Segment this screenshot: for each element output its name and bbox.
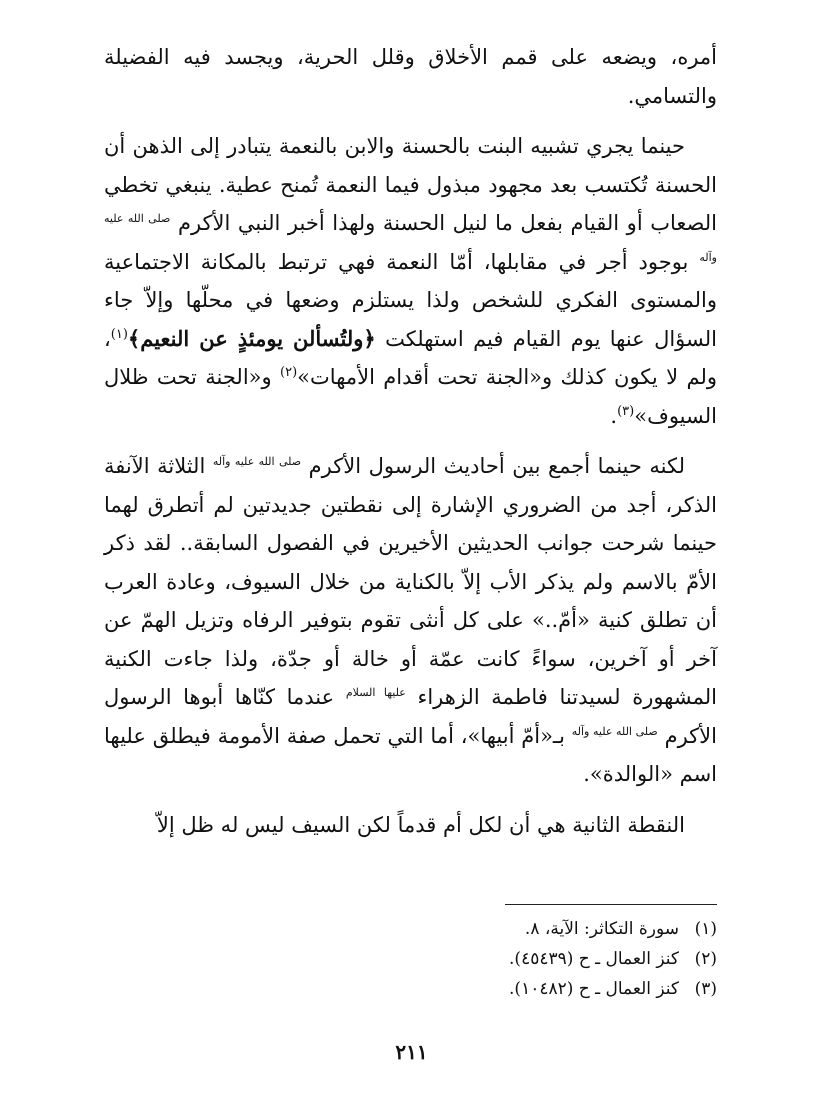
paragraph-2: [104, 127, 717, 435]
footnote-number: (٢): [694, 949, 717, 969]
honorific-glyph: صلى الله عليه وآله: [212, 455, 302, 468]
footnote-text: كنز العمال ـ ح (١٠٤٨٢).: [509, 979, 679, 999]
paragraph-2-text-a: حينما يجري تشبيه البنت بالحسنة والابن بالنعمة يتبادر إلى الذهن أن الحسنة تُكتسب بعد مجهود مبذول فيما النعمة تُمنح عطية. ينبغي تخطي الصعاب أو القيام بفعل ما لنيل الحسنة ولهذا أخبر النبي الأكرم: [104, 134, 717, 235]
honorific-glyph: صلى الله عليه وآله: [104, 212, 717, 264]
paragraph-3-text-d: بـ«أمّ أبيها»، أما التي تحمل صفة الأمومة فيطلق عليها اسم «الوالدة».: [104, 723, 717, 786]
footnote-ref-2: (٢): [280, 365, 298, 380]
quran-verse: ﴿ولتُسألن يومئذٍ عن النعيم﴾: [127, 325, 376, 351]
honorific-glyph: صلى الله عليه وآله: [571, 724, 658, 738]
paragraph-3-text-c: عندما كنّاها أبوها الرسول الأكرم: [104, 685, 717, 748]
main-text: [104, 38, 717, 844]
paragraph-1-text: أمره، ويضعه على قمم الأخلاق وقلل الحرية، ويجسد فيه الفضيلة والتسامي.: [104, 45, 717, 108]
paragraph-3-text-b: الثلاثة الآنفة الذكر، أجد من الضروري الإشارة إلى نقطتين جديدتين لم أتطرق لهما حينما شرحت جوانب الحديثين الأخيرين في الفصول السابقة.. لقد ذكر الأمّ بالاسم ولم يذكر الأب إلاّ بالكناية من خلال السيوف، وعادة العرب أن تطلق كنية «أمّ..» على كل أنثى تقوم بتوفير الرفاه وتزيل الهمّ عن آخر أو آخرين، سواءً كانت عمّة أو خالة أو جدّة، ولذا جاءت الكنية المشهورة لسيدتنا فاطمة الزهراء: [104, 454, 718, 709]
paragraph-3-text-a: لكنه حينما أجمع بين أحاديث الرسول الأكرم: [308, 454, 685, 478]
footnote-item: [297, 944, 717, 974]
footnote-ref-3: (٣): [617, 403, 635, 419]
footnote-divider: [505, 904, 717, 905]
page-number: ٢١١: [395, 1040, 428, 1064]
footnote-item: [297, 914, 717, 944]
paragraph-2-text-d: و«الجنة تحت ظلال السيوف»: [104, 365, 717, 428]
paragraph-3: [104, 447, 717, 794]
footnote-number: (١): [694, 919, 717, 939]
honorific-glyph: عليها السلام: [345, 686, 406, 699]
paragraph-2-text-c: ، ولم لا يكون كذلك و«الجنة تحت أقدام الأمهات»: [104, 326, 717, 389]
footnote-ref-1: (١): [110, 326, 128, 342]
footnote-item: [297, 974, 717, 1004]
paragraph-1: [104, 38, 717, 115]
footnote-number: (٣): [694, 979, 717, 999]
paragraph-2-text-e: .: [610, 403, 618, 428]
footnotes: [297, 914, 717, 1004]
paragraph-4: [104, 806, 717, 845]
paragraph-2-text-b: بوجود أجر في مقابلها، أمّا النعمة فهي ترتبط بالمكانة الاجتماعية والمستوى الفكري للشخص ولذا يستلزم وضعها في محلّها وإلاّ جاء السؤال عنها يوم القيام فيم استهلكت: [104, 249, 717, 351]
paragraph-4-text: النقطة الثانية هي أن لكل أم قدماً لكن السيف ليس له ظل إلاّ: [156, 812, 685, 837]
footnote-text: سورة التكاثر: الآية، ٨.: [524, 919, 679, 939]
footnote-text: كنز العمال ـ ح (٤٥٤٣٩).: [509, 949, 679, 969]
